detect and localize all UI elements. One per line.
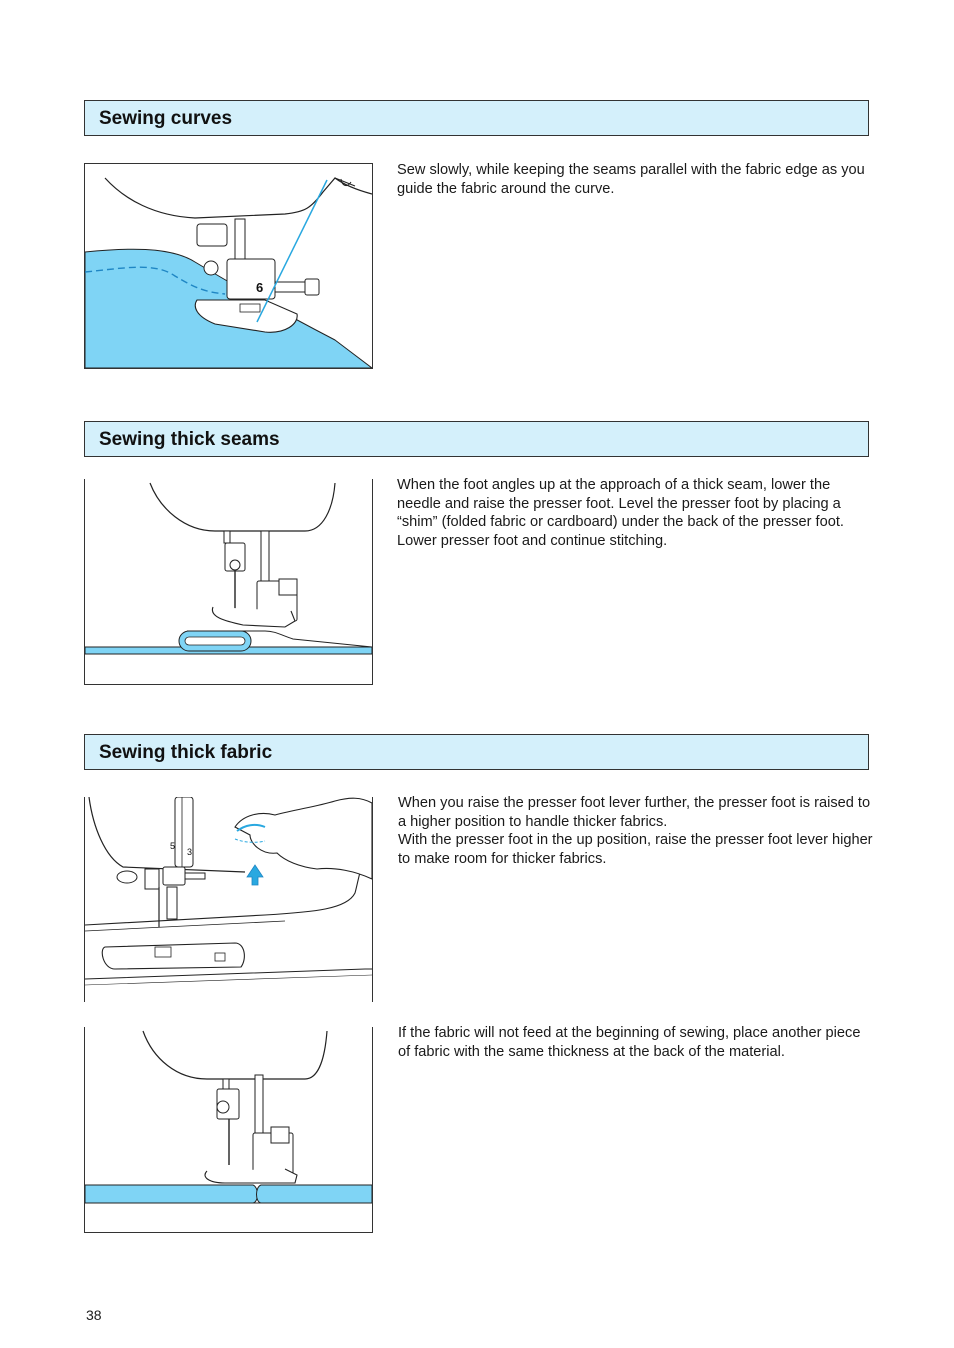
paragraph: When you raise the presser foot lever further, the presser foot is raised to a higher position to handle thicker fabrics. (398, 795, 871, 830)
section-header-sewing-curves (84, 100, 869, 136)
paragraph: Sew slowly, while keeping the seams parallel with the fabric edge as you guide the fabric around the curve. (397, 162, 865, 197)
paragraph: When the foot angles up at the approach of a thick seam, lower the needle and raise the presser foot. Level the presser foot by placing a “shim” (folded fabric or cardboard) under the back of the presser foot. Lower presser foot and continue stitching. (397, 477, 844, 549)
page-number: 38 (86, 1307, 102, 1323)
figure-shim-fabric (84, 1027, 373, 1233)
section-title: Sewing thick seams (99, 429, 280, 450)
section-title: Sewing thick fabric (99, 742, 273, 763)
figure-sewing-thick-seams (84, 479, 373, 685)
lever-label-3: 3 (187, 847, 193, 857)
lever-label-5: 5 (170, 841, 176, 851)
text-sewing-curves (397, 161, 872, 198)
text-sewing-thick-seams (397, 476, 872, 550)
figure-presser-foot-lever (84, 797, 373, 1002)
paragraph: If the fabric will not feed at the beginning of sewing, place another piece of fabric with the same thickness at the back of the material. (398, 1025, 861, 1060)
paragraph: With the presser foot in the up position, raise the presser foot lever higher to make room for thicker fabrics. (398, 832, 873, 867)
section-header-sewing-thick-seams (84, 421, 869, 457)
text-shim-note (398, 1024, 876, 1061)
figure-sewing-curves (84, 163, 373, 369)
section-title: Sewing curves (99, 108, 233, 129)
section-header-sewing-thick-fabric (84, 734, 869, 770)
foot-number-label: 6 (256, 280, 264, 295)
text-sewing-thick-fabric (398, 794, 873, 868)
